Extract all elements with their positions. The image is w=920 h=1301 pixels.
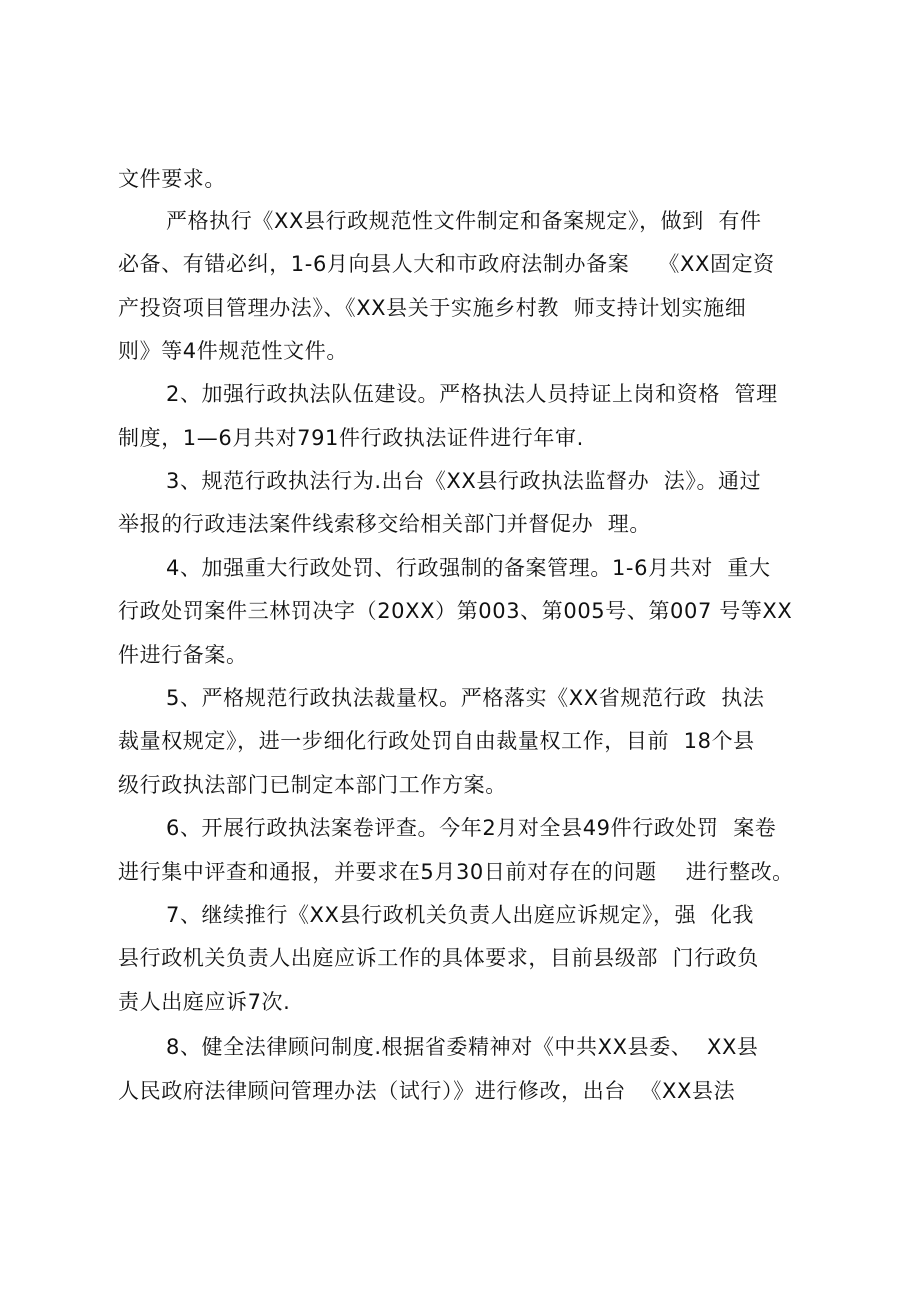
text-line: 7、继续推行《XX县行政机关负责人出庭应诉规定》，强 化我	[166, 903, 754, 927]
text-line: 县行政机关负责人出庭应诉工作的具体要求，目前县级部 门行政负	[118, 946, 759, 970]
text-line: 6、开展行政执法案卷评查。今年2月对全县49件行政处罚 案卷	[166, 816, 777, 840]
text-line: 进行集中评查和通报，并要求在5月30日前对存在的问题 进行整改。	[118, 860, 794, 884]
text-line: 5、严格规范行政执法裁量权。严格落实《XX省规范行政 执法	[166, 686, 765, 710]
text-line: 必备、有错必纠，1-6月向县人大和市政府法制办备案 《XX固定资	[118, 252, 775, 276]
text-line: 产投资项目管理办法》、《XX县关于实施乡村教 师支持计划实施细	[118, 296, 747, 320]
text-line: 2、加强行政执法队伍建设。严格执法人员持证上岗和资格 管理	[166, 382, 778, 406]
text-line: 级行政执法部门已制定本部门工作方案。	[118, 773, 507, 797]
text-line: 3、规范行政执法行为.出台《XX县行政执法监督办 法》。通过	[166, 469, 762, 493]
text-line: 人民政府法律顾问管理办法（试行）》进行修改，出台 《XX县法	[118, 1079, 736, 1103]
text-line: 4、加强重大行政处罚、行政强制的备案管理。1-6月共对 重大	[166, 556, 771, 580]
text-line: 件进行备案。	[118, 643, 248, 667]
text-line: 举报的行政违法案件线索移交给相关部门并督促办 理。	[118, 512, 651, 536]
text-line: 则》等4件规范性文件。	[118, 339, 348, 363]
text-line: 文件要求。	[118, 167, 226, 191]
text-line: 制度，1—6月共对791件行政执法证件进行年审.	[118, 426, 584, 450]
text-line: 责人出庭应诉7次.	[118, 990, 291, 1014]
text-line: 行政处罚案件三林罚决字（20XX）第003、第005号、第007 号等XX	[118, 599, 793, 623]
text-line: 8、健全法律顾问制度.根据省委精神对《中共XX县委、 XX县	[166, 1035, 759, 1059]
text-line: 严格执行《XX县行政规范性文件制定和备案规定》，做到 有件	[166, 209, 762, 233]
text-line: 裁量权规定》，进一步细化行政处罚自由裁量权工作，目前 18个县	[118, 729, 755, 753]
